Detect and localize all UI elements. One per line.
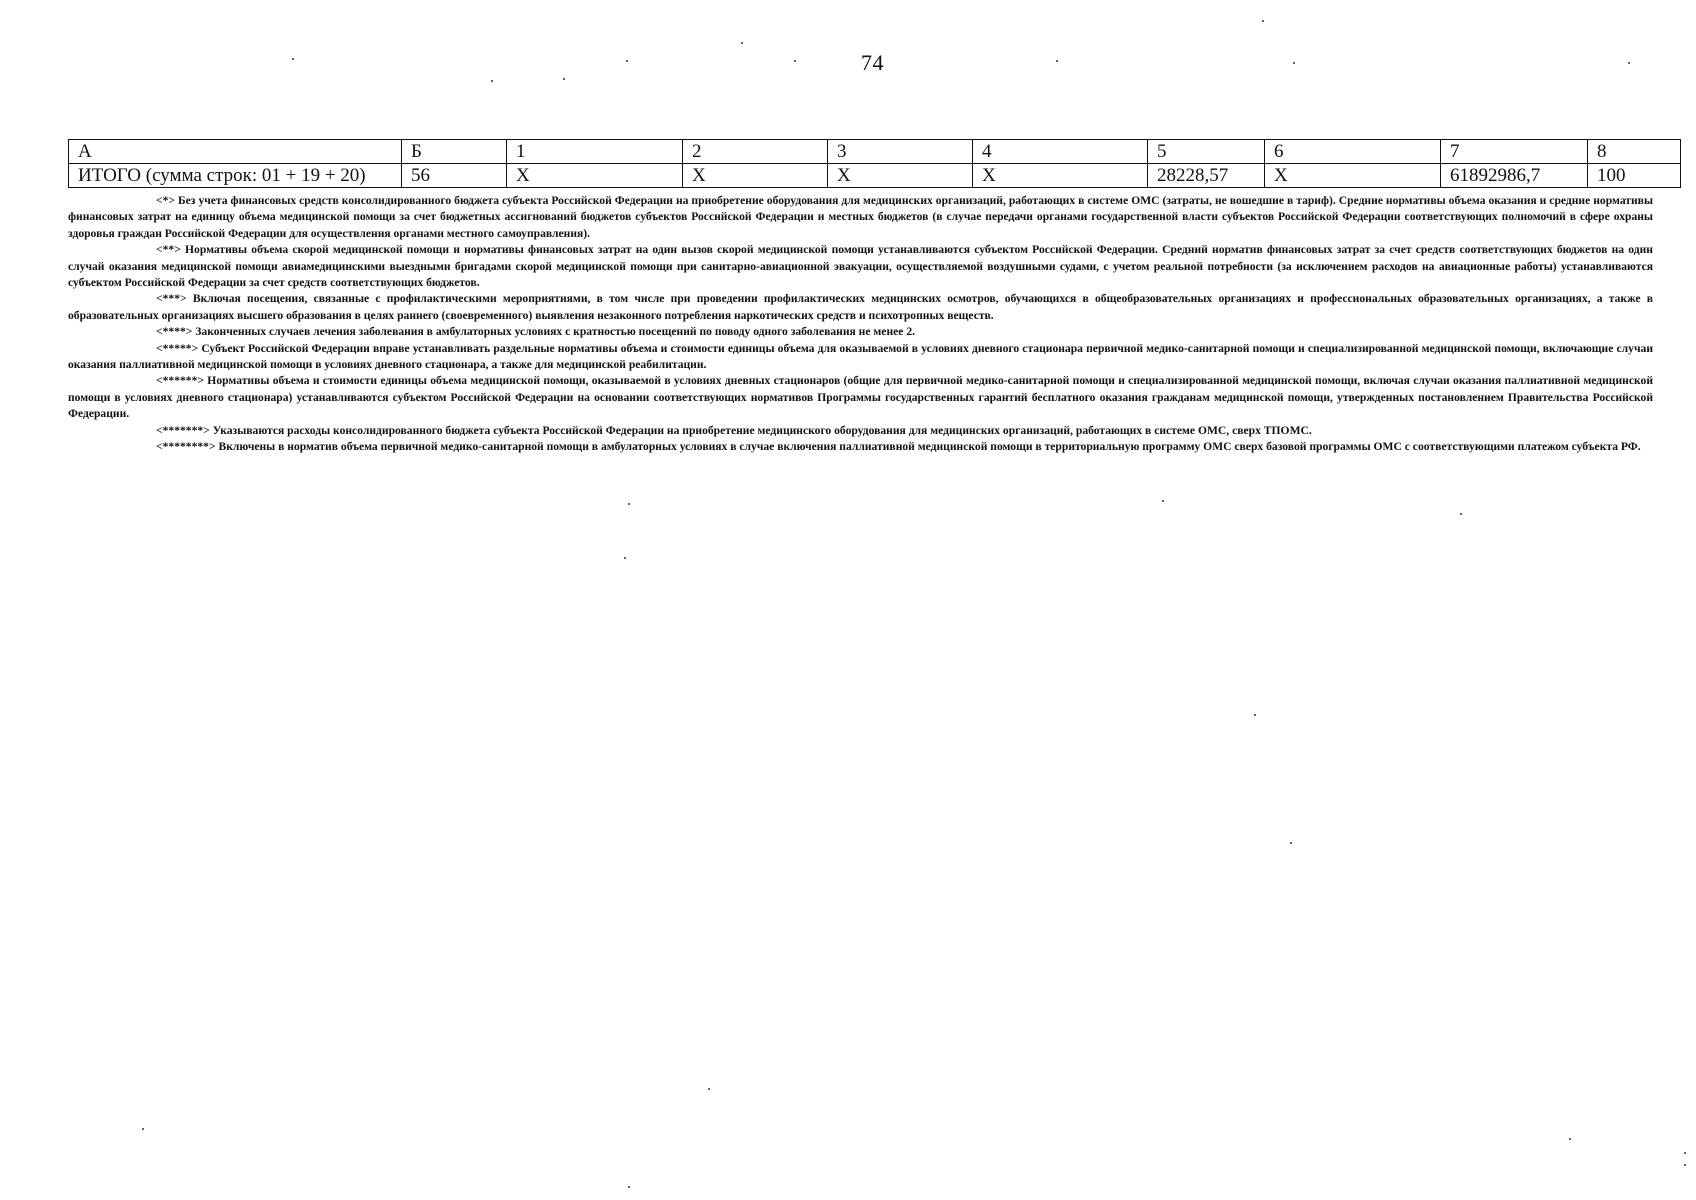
total-label-cell: ИТОГО (сумма строк: 01 + 19 + 20) bbox=[69, 164, 402, 188]
header-cell-7: 7 bbox=[1441, 140, 1588, 164]
footnote: <*******> Указываются расходы консолидированного бюджета субъекта Российской Федерации на приобретение медицинского оборудования для медицинских организаций, работающих в системе ОМС, сверх ТПОМС. bbox=[156, 423, 1312, 437]
scan-speck bbox=[628, 1186, 630, 1188]
header-cell-a: А bbox=[69, 140, 402, 164]
scan-speck bbox=[491, 80, 493, 82]
scan-speck bbox=[563, 78, 565, 80]
scan-speck bbox=[1293, 62, 1295, 64]
scan-speck bbox=[1684, 1152, 1686, 1154]
scan-speck bbox=[1056, 60, 1058, 62]
total-cell-3: Х bbox=[828, 164, 973, 188]
header-cell-5: 5 bbox=[1148, 140, 1265, 164]
footnote: <********> Включены в норматив объема первичной медико-санитарной помощи в амбулаторных условиях в случае включения паллиативной медицинской помощи в территориальную программу ОМС сверх базовой программы ОМС с соответствующими платежом субъекта РФ. bbox=[156, 440, 1641, 454]
total-cell-1: Х bbox=[507, 164, 683, 188]
scan-speck bbox=[628, 503, 630, 505]
scan-speck bbox=[292, 58, 294, 60]
total-cell-2: Х bbox=[683, 164, 828, 188]
footnote: <******> Нормативы объема и стоимости единицы объема медицинской помощи, оказываемой в условиях дневных стационаров (общие для первичной медико-санитарной помощи и специализированной медицинской помощи, включая случаи оказания паллиативной медицинской помощи в условиях дневного стационара) устанавливаются субъектом Российской Федерации на основании соответствующих нормативов Программы государственных гарантий бесплатного оказания гражданам медицинской помощи, утвержденных постановлением Правительства Российской Федерации. bbox=[68, 374, 1653, 421]
header-cell-4: 4 bbox=[973, 140, 1148, 164]
scan-speck bbox=[1262, 20, 1264, 22]
scan-speck bbox=[1162, 500, 1164, 502]
header-cell-6: 6 bbox=[1265, 140, 1441, 164]
footnote: <**> Нормативы объема скорой медицинской помощи и нормативы финансовых затрат на один вызов скорой медицинской помощи устанавливаются субъектом Российской Федерации. Средний норматив финансовых затрат за счет средств соответствующих бюджетов на один случай оказания медицинской помощи авиамедицинскими выездными бригадами скорой медицинской помощи при санитарно-авиационной эвакуации, осуществляемой воздушными судами, с учетом реальной потребности (за исключением расходов на авиационные работы) устанавливаются субъектом Российской Федерации за счет средств соответствующих бюджетов. bbox=[68, 243, 1653, 290]
scan-speck bbox=[794, 60, 796, 62]
header-cell-1: 1 bbox=[507, 140, 683, 164]
table-header-row bbox=[69, 140, 1681, 164]
header-cell-3: 3 bbox=[828, 140, 973, 164]
total-cell-6: Х bbox=[1265, 164, 1441, 188]
footnote: <*****> Субъект Российской Федерации вправе устанавливать раздельные нормативы объема и стоимости единицы объема для оказываемой в условиях дневного стационара первичной медико-санитарной помощи и специализированной медицинской помощи, включающие случаи оказания паллиативной медицинской помощи в условиях дневного стационара, а также для медицинской реабилитации. bbox=[68, 341, 1653, 372]
scan-speck bbox=[626, 60, 628, 62]
scan-speck bbox=[741, 42, 743, 44]
header-cell-8: 8 bbox=[1588, 140, 1681, 164]
total-cell-5: 28228,57 bbox=[1148, 164, 1265, 188]
header-cell-2: 2 bbox=[683, 140, 828, 164]
footnotes bbox=[68, 193, 1653, 456]
total-cell-4: Х bbox=[973, 164, 1148, 188]
scan-speck bbox=[708, 1088, 710, 1090]
total-cell-8: 100 bbox=[1588, 164, 1681, 188]
scan-speck bbox=[624, 557, 626, 559]
scan-speck bbox=[1569, 1138, 1571, 1140]
total-cell-7: 61892986,7 bbox=[1441, 164, 1588, 188]
summary-table bbox=[68, 139, 1681, 188]
footnote: <****> Законченных случаев лечения заболевания в амбулаторных условиях с кратностью посещений по поводу одного заболевания не менее 2. bbox=[156, 325, 916, 339]
table-total-row bbox=[69, 164, 1681, 188]
scan-speck bbox=[1628, 62, 1630, 64]
header-cell-b: Б bbox=[402, 140, 507, 164]
total-cell-b: 56 bbox=[402, 164, 507, 188]
scan-speck bbox=[1460, 513, 1462, 515]
footnote: <*> Без учета финансовых средств консолидированного бюджета субъекта Российской Федерации на приобретение оборудования для медицинских организаций, работающих в системе ОМС (затраты, не вошедшие в тариф). Средние нормативы объема оказания и средние нормативы финансовых затрат на единицу объема медицинской помощи за счет бюджетных ассигнований бюджетов субъектов Российской Федерации и местных бюджетов (в случае передачи органами государственной власти субъектов Российской Федерации соответствующих полномочий в сфере охраны здоровья граждан Российской Федерации для осуществления органами местного самоуправления). bbox=[68, 194, 1653, 240]
scan-speck bbox=[142, 1128, 144, 1130]
page-number: 74 bbox=[861, 50, 884, 75]
scan-speck bbox=[1290, 842, 1292, 844]
scan-speck bbox=[1254, 714, 1256, 716]
scan-speck bbox=[1684, 1164, 1686, 1166]
footnote: <***> Включая посещения, связанные с профилактическими мероприятиями, в том числе при проведении профилактических медицинских осмотров, обучающихся в общеобразовательных организациях и профессиональных образовательных организациях, а также в образовательных организациях высшего образования в целях раннего (своевременного) выявления незаконного потребления наркотических средств и психотропных веществ. bbox=[68, 292, 1653, 322]
